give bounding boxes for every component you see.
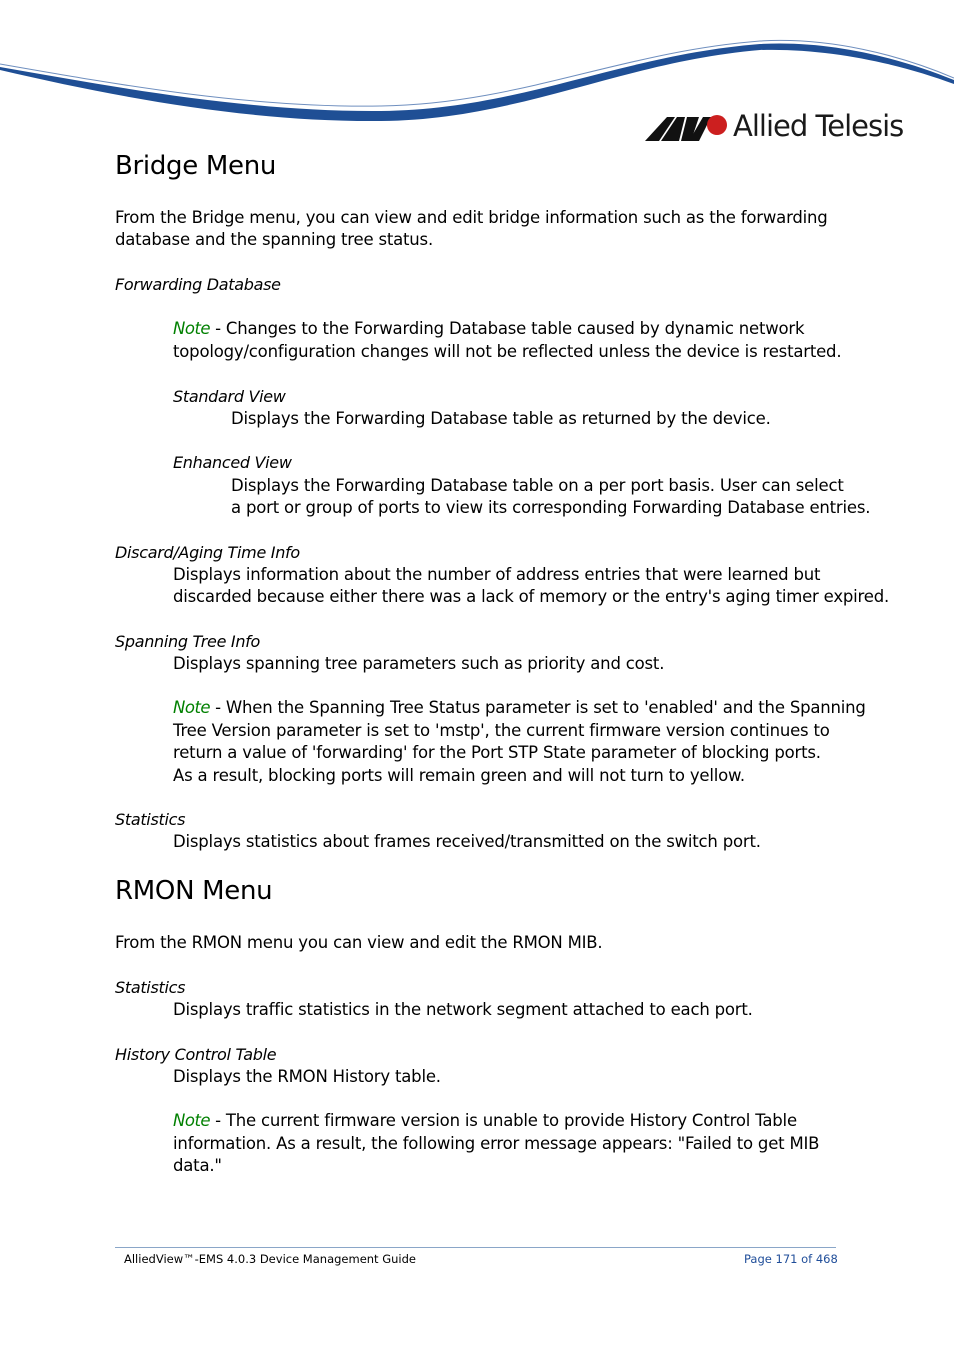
bridge-intro-line-1: From the Bridge menu, you can view and edit bridge information such as the forwarding bbox=[115, 208, 828, 227]
rmon-statistics-desc: Displays traffic statistics in the network segment attached to each port. bbox=[173, 1000, 753, 1019]
rmon-note-line-3: data." bbox=[173, 1156, 222, 1175]
history-control-desc: Displays the RMON History table. bbox=[173, 1067, 441, 1086]
spanning-tree-desc: Displays spanning tree parameters such as priority and cost. bbox=[173, 654, 665, 673]
stp-note-line-1: Note - When the Spanning Tree Status parameter is set to 'enabled' and the Spanning bbox=[173, 698, 866, 717]
note-label: Note bbox=[173, 319, 211, 338]
forwarding-database-heading: Forwarding Database bbox=[115, 275, 281, 294]
rmon-intro: From the RMON menu you can view and edit the RMON MIB. bbox=[115, 933, 603, 952]
enhanced-view-heading: Enhanced View bbox=[173, 453, 292, 472]
note-label: Note bbox=[173, 698, 211, 717]
footer-page-number: Page 171 of 468 bbox=[744, 1252, 838, 1266]
standard-view-heading: Standard View bbox=[173, 387, 286, 406]
history-control-heading: History Control Table bbox=[115, 1045, 277, 1064]
rmon-note-line-1: Note - The current firmware version is unable to provide History Control Table bbox=[173, 1111, 797, 1130]
stp-note-line-2: Tree Version parameter is set to 'mstp', the current firmware version continues to bbox=[173, 721, 830, 740]
note-label: Note bbox=[173, 1111, 211, 1130]
bridge-statistics-desc: Displays statistics about frames received/transmitted on the switch port. bbox=[173, 832, 761, 851]
rmon-statistics-heading: Statistics bbox=[115, 978, 186, 997]
enhanced-view-desc-line-2: a port or group of ports to view its corresponding Forwarding Database entries. bbox=[231, 498, 871, 517]
footer-divider bbox=[115, 1247, 836, 1248]
rmon-menu-title: RMON Menu bbox=[115, 876, 273, 906]
bridge-menu-title: Bridge Menu bbox=[115, 151, 277, 181]
discard-desc-line-1: Displays information about the number of address entries that were learned but bbox=[173, 565, 821, 584]
footer-doc-title: AlliedView™-EMS 4.0.3 Device Management Guide bbox=[124, 1252, 416, 1266]
bridge-statistics-heading: Statistics bbox=[115, 810, 186, 829]
rmon-note-line-2: information. As a result, the following error message appears: "Failed to get MIB bbox=[173, 1134, 820, 1153]
spanning-tree-heading: Spanning Tree Info bbox=[115, 632, 260, 651]
enhanced-view-desc-line-1: Displays the Forwarding Database table on a per port basis. User can select bbox=[231, 476, 844, 495]
standard-view-desc: Displays the Forwarding Database table as returned by the device. bbox=[231, 409, 771, 428]
stp-note-line-3: return a value of 'forwarding' for the Port STP State parameter of blocking ports. bbox=[173, 743, 821, 762]
fdb-note-line-1: Note - Changes to the Forwarding Database table caused by dynamic network bbox=[173, 319, 805, 338]
allied-telesis-logo bbox=[645, 108, 905, 148]
logo-mark-icon bbox=[645, 111, 729, 145]
stp-note-line-4: As a result, blocking ports will remain green and will not turn to yellow. bbox=[173, 766, 745, 785]
discard-desc-line-2: discarded because either there was a lack of memory or the entry's aging timer expired. bbox=[173, 587, 890, 606]
fdb-note-line-2: topology/configuration changes will not be reflected unless the device is restarted. bbox=[173, 342, 842, 361]
bridge-intro-line-2: database and the spanning tree status. bbox=[115, 230, 433, 249]
logo-text: Allied Telesis bbox=[733, 109, 904, 143]
discard-aging-heading: Discard/Aging Time Info bbox=[115, 543, 300, 562]
